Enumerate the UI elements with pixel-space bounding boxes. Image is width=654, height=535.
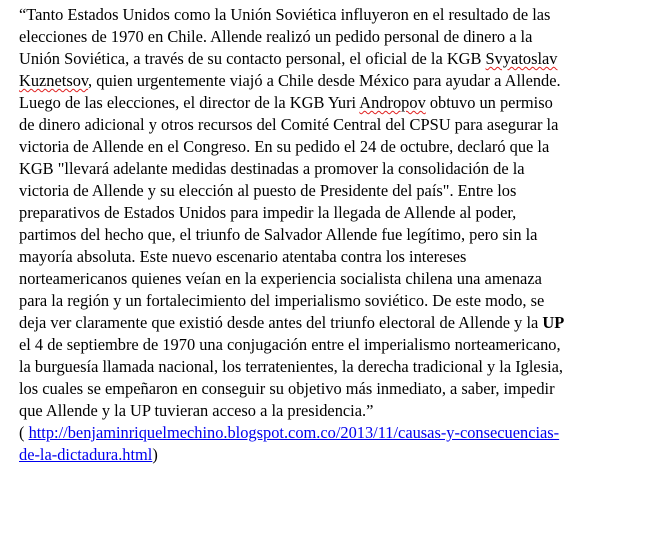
spellcheck-word: Andropov bbox=[359, 93, 426, 112]
quote-line-11: partimos del hecho que, el triunfo de Salvador Allende fue legítimo, pero sin la bbox=[19, 225, 538, 244]
quote-line-19: que Allende y la UP tuvieran acceso a la presidencia.” bbox=[19, 401, 374, 420]
citation-close-paren: ) bbox=[152, 445, 158, 464]
citation-line-1 bbox=[19, 422, 641, 444]
quote-text: deja ver claramente que existió desde antes del triunfo electoral de Allende y la bbox=[19, 313, 543, 332]
quote-line-17: la burguesía llamada nacional, los terratenientes, la derecha tradicional y la Iglesia, bbox=[19, 357, 563, 376]
quote-paragraph bbox=[19, 4, 641, 422]
quote-line-9: victoria de Allende y su elección al puesto de Presidente del país". Entre los bbox=[19, 181, 517, 200]
quote-line-18: los cuales se empeñaron en conseguir su objetivo más inmediato, a saber, impedir bbox=[19, 379, 555, 398]
quote-line-1: “Tanto Estados Unidos como la Unión Soviética influyeron en el resultado de las bbox=[19, 5, 551, 24]
citation-line-2 bbox=[19, 444, 641, 466]
quote-line-12: mayoría absoluta. Este nuevo escenario atentaba contra los intereses bbox=[19, 247, 467, 266]
quote-line-4 bbox=[19, 70, 641, 92]
quote-line-6: de dinero adicional y otros recursos del Comité Central del CPSU para asegurar la bbox=[19, 115, 559, 134]
quote-line-14: para la región y un fortalecimiento del imperialismo soviético. De este modo, se bbox=[19, 291, 545, 310]
quote-text: , quien urgentemente viajó a Chile desde México para ayudar a Allende. bbox=[88, 71, 561, 90]
bold-acronym: UP bbox=[542, 313, 565, 332]
source-link-part-2[interactable]: de-la-dictadura.html bbox=[19, 445, 153, 464]
citation bbox=[19, 422, 641, 466]
document-body bbox=[19, 4, 641, 466]
spellcheck-word: Svyatoslav bbox=[485, 49, 558, 68]
quote-line-10: preparativos de Estados Unidos para impedir la llegada de Allende al poder, bbox=[19, 203, 517, 222]
citation-open-paren: ( bbox=[19, 423, 29, 442]
quote-line-8: KGB "llevará adelante medidas destinadas a promover la consolidación de la bbox=[19, 159, 525, 178]
quote-line-15 bbox=[19, 312, 641, 334]
quote-line-3 bbox=[19, 48, 641, 70]
source-link-part-1[interactable]: http://benjaminriquelmechino.blogspot.com.co/2013/11/causas-y-consecuencias- bbox=[28, 423, 560, 442]
quote-line-5 bbox=[19, 92, 641, 114]
quote-line-7: victoria de Allende en el Congreso. En su pedido el 24 de octubre, declaró que la bbox=[19, 137, 550, 156]
spellcheck-word: Kuznetsov bbox=[19, 71, 89, 90]
quote-line-2: elecciones de 1970 en Chile. Allende realizó un pedido personal de dinero a la bbox=[19, 27, 533, 46]
quote-text: obtuvo un permiso bbox=[425, 93, 553, 112]
quote-line-13: norteamericanos quienes veían en la experiencia socialista chilena una amenaza bbox=[19, 269, 542, 288]
quote-line-16: el 4 de septiembre de 1970 una conjugación entre el imperialismo norteamericano, bbox=[19, 335, 561, 354]
quote-text: Luego de las elecciones, el director de la KGB Yuri bbox=[19, 93, 360, 112]
quote-text: Unión Soviética, a través de su contacto personal, el oficial de la KGB bbox=[19, 49, 486, 68]
